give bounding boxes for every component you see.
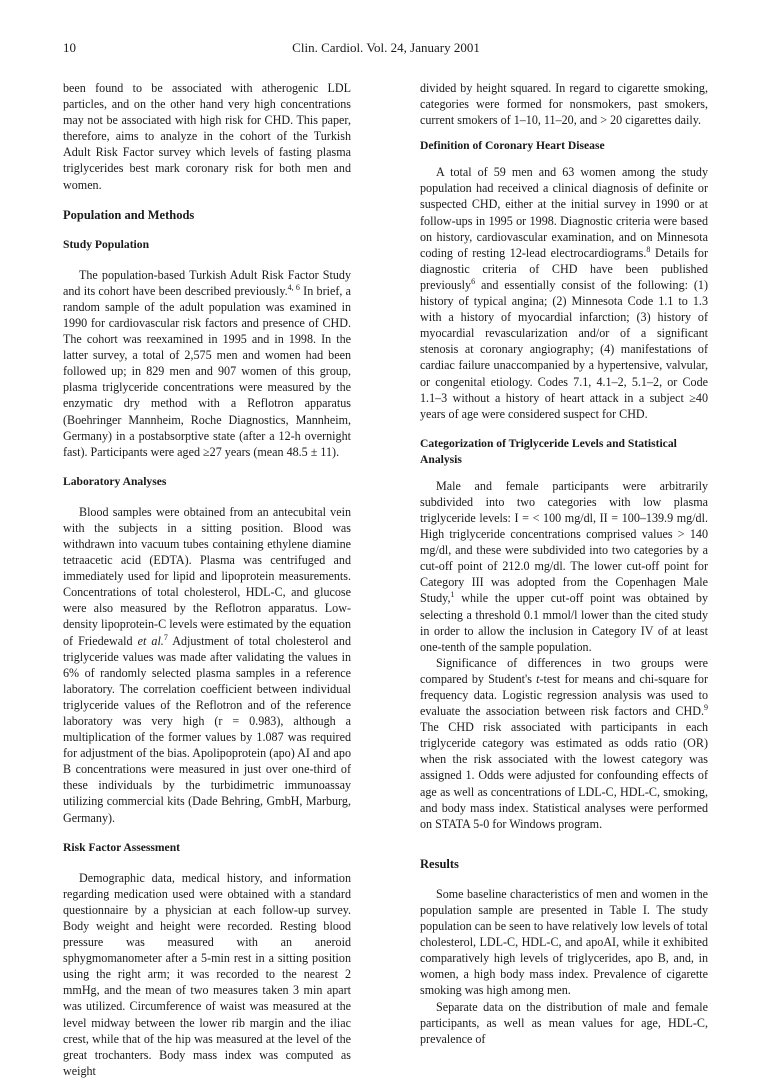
citation: 4, 6 xyxy=(287,282,300,292)
subheading-study-population: Study Population xyxy=(63,237,150,251)
section-heading-results: Results xyxy=(420,856,459,871)
statistics-paragraph: Significance of differences in two groups were compared by Student's t-test for means and chi-square for frequency data. Logistic regression analysis was used to evaluate the association between risk factors and CHD.$^9$ The CHD risk associated with participants in each triglyceride category was estimated as odds ratio (OR) when the risk associated with the lowest category was assigned 1. Odds were adjusted for confounding effects of age as well as concentrations of LDL-C, HDL-C, smoking, and body mass index. Statistical analyses were performed on STATA 5-0 for Windows program. xyxy=(420,655,708,831)
results-paragraph-1: Some baseline characteristics of men and women in the population sample are presented in Table I. The study population can be seen to have relatively low levels of total cholesterol, LDL-C, HDL-C, and apoAI, while it exhibited comparatively high levels of triglycerides, apo B, and, in women, a high body mass index. Prevalence of cigarette smoking was high among men. xyxy=(420,886,708,998)
continued-paragraph: divided by height squared. In regard to cigarette smoking, categories were formed for nonsmokers, past smokers, current smokers of 1–10, 11–20, and > 20 cigarettes daily. xyxy=(420,81,708,128)
results-paragraph-2: Separate data on the distribution of male and female participants, as well as mean values for age, HDL-C, prevalence of xyxy=(420,999,708,1046)
left-column xyxy=(63,80,351,1079)
citation: 7 xyxy=(163,632,168,642)
section-heading-population-methods: Population and Methods xyxy=(63,207,195,222)
study-population-paragraph: The population-based Turkish Adult Risk Factor Study and its cohort have been described previously.$^{4, 6}$ In brief, a random sample of the adult population was examined in 1990 for cardiovascular risk factors and presence of CHD. The cohort was reexamined in 1995 and in 1998. In the latter survey, a total of 2,575 men and women had been followed up; in 829 men and 907 women of this group, plasma triglyceride concentrations were measured by the enzymatic dry method with a Reflotron apparatus (Boehringer Mannheim, Roche Diagnostics, Mannheim, Germany) in a postabsorptive state (after a 12-h overnight fast). Participants were aged ≥27 years (mean 48.5 ± 11). xyxy=(63,267,352,459)
categorization-paragraph: Male and female participants were arbitrarily subdivided into two categories with low plasma triglyceride levels: I = < 100 mg/dl, II = 100–139.9 mg/dl. High triglyceride concentrations comprised values > 140 mg/dl, and these were subdivided into two categories by a cut-off point of 212.0 mg/dl. The lower cut-off point for Category III was adopted from the Copenhagen Male Study,$^1$ while the upper cut-off point was obtained by selecting a threshold 0.1 mmol/l lower than the cited study in order to allow the inclusion in Category IV of at least one-tenth of the sample population. xyxy=(420,478,708,654)
citation: 9 xyxy=(704,703,708,713)
right-column xyxy=(420,80,708,1047)
intro-paragraph: been found to be associated with atherogenic LDL particles, and on the other hand very high concentrations may not be associated with high risk for CHD. This paper, therefore, aims to analyze in the cohort of the Turkish Adult Risk Factor survey which levels of fasting plasma triglycerides best mark coronary risk for both men and women. xyxy=(63,81,351,192)
page-number: 10 xyxy=(63,40,76,55)
subheading-laboratory-analyses: Laboratory Analyses xyxy=(63,474,167,488)
citation: 8 xyxy=(646,244,651,254)
subheading-definition-chd: Definition of Coronary Heart Disease xyxy=(420,139,605,153)
subheading-risk-factor-assessment: Risk Factor Assessment xyxy=(63,840,181,854)
risk-factor-paragraph: Demographic data, medical history, and information regarding medication used were obtained with a standard questionnaire by a physician at each follow-up survey. Body weight and height were recorded. Resting blood pressure was measured with an aneroid sphygmomanometer after a 5-min rest in a sitting position using the right arm; it was recorded to the nearest 2 mmHg, and the mean of two measures taken 3 min apart was utilized. Circumference of waist was measured at the level midway between the lower rib margin and the iliac crest, while that of the hip was measured at the level of the great trochanters. Body mass index was computed as weight xyxy=(63,870,351,1078)
definition-paragraph: A total of 59 men and 63 women among the study population had received a clinical diagnosis of definite or suspected CHD, either at the initial survey in 1990 or at follow-ups in 1995 or 1998. Diagnostic criteria were based on history, cardiovascular examination, and on Minnesota coding of resting 12-lead electrocardiograms.$^8$ Details for diagnostic criteria of CHD have been published previously$^6$ and essentially consist of the following: (1) history of typical angina; (2) Minnesota Code 1.1 to 1.3 with a history of myocardial infarction; (3) history of myocardial revascularization and/or of a significant stenosis at coronary angiography; (4) manifestations of cardiac failure unaccompanied by a hypertensive, valvular, or congenital etiology. Codes 7.1, 4.1–2, 5.1–2, or Code 1.1–3 without a history of heart attack in a subject ≥40 years of age were considered suspect for CHD. xyxy=(420,165,708,421)
subheading-categorization: Categorization of Triglyceride Levels and Statistical Analysis xyxy=(420,436,677,466)
page-header xyxy=(63,40,709,58)
laboratory-paragraph: Blood samples were obtained from an antecubital vein with the subjects in a sitting position. Blood was withdrawn into vacuum tubes containing ethylene diamine tetraacetic acid (EDTA). Plasma was centrifuged and immediately used for lipid and lipoprotein measurements. Concentrations of total cholesterol, HDL-C, and glucose were also measured by the Reflotron apparatus. Low-density lipoprotein-C levels were estimated by the equation of Friedewald et al.$^7$ Adjustment of total cholesterol and triglyceride values was made after validating the values in 6% of randomly selected plasma samples in a reference laboratory. The correlation coefficient between individual triglyceride values of the Reflotron and of the reference laboratory was very high (r = 0.983), although a multiplication of the former values by 1.087 was required for adjustment of the bias. Apolipoprotein (apo) AI and apo B concentrations were measured in just over one-third of these individuals by the turbidimetric immunoassay utilizing commercial kits (Dade Behring, GmbH, Marburg, Germany). xyxy=(63,504,351,825)
citation: 6 xyxy=(471,276,476,286)
running-head: Clin. Cardiol. Vol. 24, January 2001 xyxy=(292,40,480,55)
citation: 1 xyxy=(450,590,455,600)
